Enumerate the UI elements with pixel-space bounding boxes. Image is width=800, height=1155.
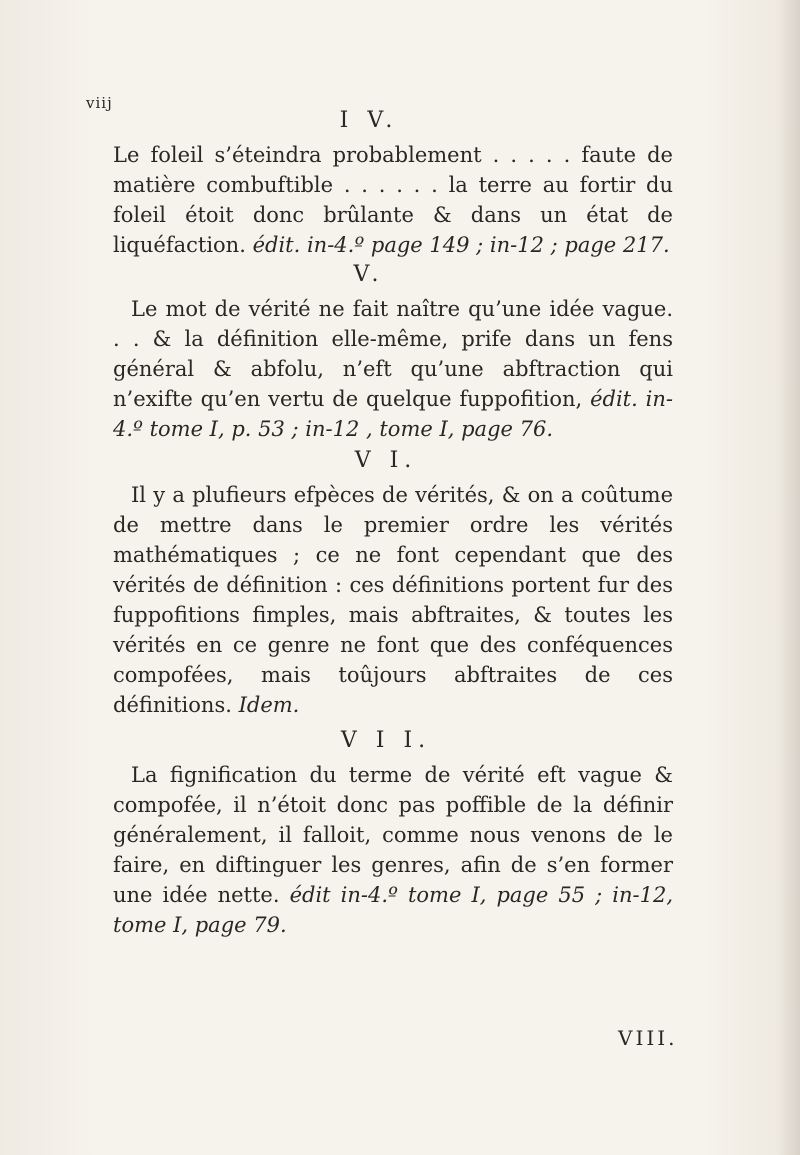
edition-reference: édit. in-4.º page 149 ; in-12 ; page 217. [252,233,670,257]
page-edge-shadow [778,0,800,1155]
paragraph-text: Le mot de vérité ne fait naître qu’une idée vague. . . & la définition elle-même, prife dans un fens général & abfolu, n’eft qu’une abftraction qui n’exifte qu’en vertu de quelque fuppofition, [113,297,673,411]
edition-reference: édit in-4.º tome I, page 55 ; in-12, tome I, page 79. [113,883,673,937]
text-block [113,100,673,940]
paragraph-text: Le foleil s’éteindra probablement . . . . . faute de matière combuftible . . . . . . la terre au fortir du foleil étoit donc brûlante & dans un état de liquéfaction. [113,143,673,257]
catchword: VIII. [618,1026,678,1050]
page-folio: viij [86,94,113,112]
section-paragraph-v [113,294,673,444]
section-heading-vi: V I. [354,448,418,473]
edition-reference: Idem. [238,693,300,717]
paragraph-text: Il y a plufieurs efpèces de vérités, & on a coûtume de mettre dans le premier ordre les vérités mathématiques ; ce ne font cependant que des vérités de définition : ces définitions portent fur des fuppofitions fimples, mais abftraites, & toutes les vérités en ce genre ne font que des conféquences compofées, mais toûjours abftraites de ces définitions. [113,483,673,717]
paragraph-text: La fignification du terme de vérité eft vague & compofée, il n’étoit donc pas poffible de la définir généralement, il falloit, comme nous venons de le faire, en diftinguer les genres, afin de s’en former une idée nette. [113,763,673,907]
section-paragraph-iv [113,140,673,260]
section-heading-vii: V I I. [340,728,432,753]
section-paragraph-vii [113,760,673,940]
edition-reference: édit. in-4.º tome I, p. 53 ; in-12 , tome I, page 76. [113,387,673,441]
section-paragraph-vi [113,480,673,720]
section-heading-v: V. [353,262,385,287]
section-heading-iv: I V. [339,108,399,133]
